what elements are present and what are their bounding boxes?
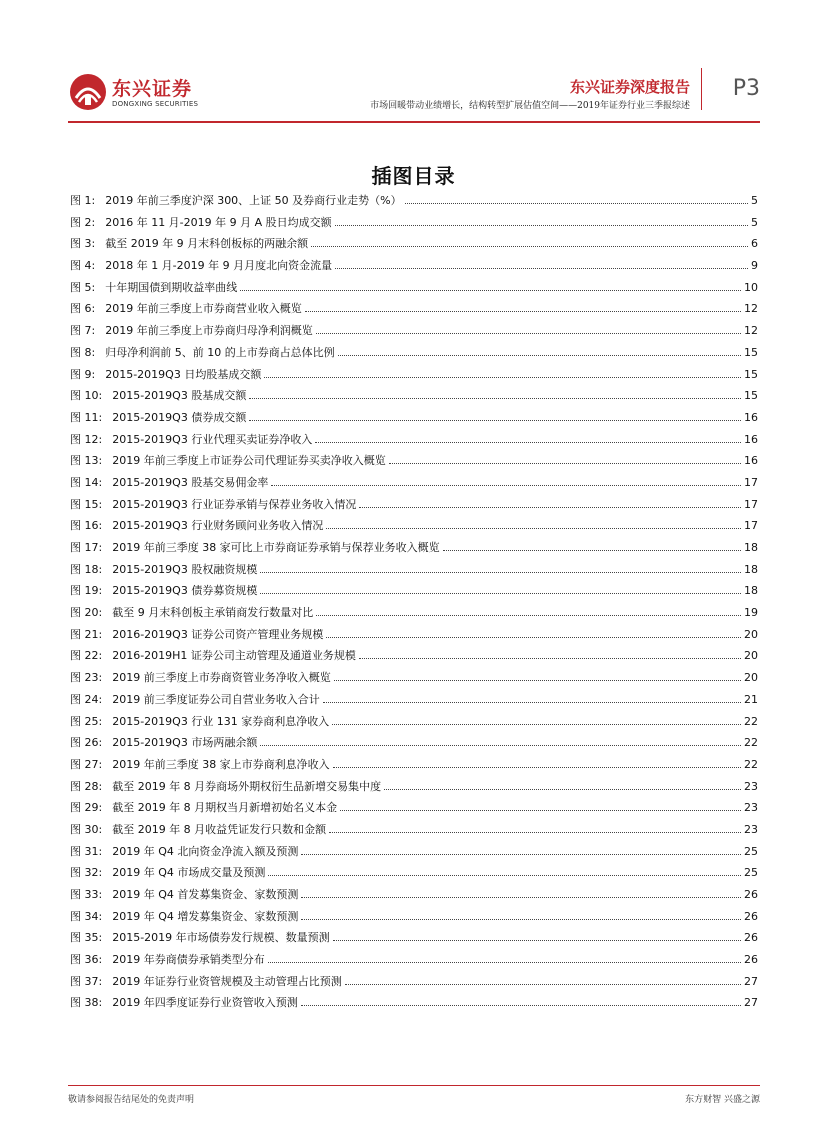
- toc-figure-title: 2019 年前三季度沪深 300、上证 50 及券商行业走势（%）: [105, 194, 402, 207]
- toc-page-number: 20: [744, 671, 758, 685]
- toc-entry[interactable]: [70, 821, 758, 843]
- toc-figure-title: 2019 年前三季度上市券商营业收入概览: [105, 302, 302, 316]
- toc-figure-title: 2015-2019Q3 市场两融余额: [112, 736, 258, 750]
- toc-figure-number: 图 20:: [70, 606, 103, 620]
- toc-figure-title: 2019 年 Q4 市场成交量及预测: [112, 866, 266, 880]
- report-type: 东兴证券深度报告: [569, 78, 690, 96]
- logo-name-en: DONGXING SECURITIES: [112, 100, 199, 108]
- toc-entry[interactable]: [70, 669, 758, 691]
- toc-leader-dots: [301, 1005, 741, 1006]
- toc-figure-number: 图 19:: [70, 584, 103, 598]
- toc-entry[interactable]: [70, 778, 758, 800]
- toc-page-number: 20: [744, 649, 758, 663]
- toc-entry[interactable]: [70, 235, 758, 257]
- toc-figure-number: 图 1:: [70, 194, 96, 207]
- toc-page-number: 19: [744, 606, 758, 620]
- toc-entry[interactable]: [70, 691, 758, 713]
- page-title: 插图目录: [371, 164, 456, 188]
- toc-entry[interactable]: [70, 561, 758, 583]
- toc-page-number: 15: [744, 389, 758, 403]
- toc-figure-number: 图 24:: [70, 692, 103, 706]
- company-logo: [68, 72, 208, 116]
- toc-entry[interactable]: [70, 843, 758, 865]
- toc-entry[interactable]: [70, 604, 758, 626]
- toc-page-number: 26: [744, 953, 758, 967]
- toc-page-number: 26: [744, 909, 758, 923]
- toc-page-number: 18: [744, 584, 758, 598]
- toc-figure-number: 图 4:: [70, 259, 96, 273]
- toc-leader-dots: [316, 333, 741, 334]
- page-header: [68, 64, 760, 120]
- toc-figure-number: 图 31:: [70, 844, 103, 858]
- toc-page-number: 26: [744, 888, 758, 901]
- toc-figure-number: 图 17:: [70, 541, 103, 554]
- toc-entry[interactable]: [70, 994, 758, 1016]
- toc-page-number: 22: [744, 757, 758, 771]
- toc-figure-number: 图 7:: [70, 324, 96, 338]
- toc-figure-number: 图 36:: [70, 953, 103, 967]
- toc-figure-number: 图 32:: [70, 866, 103, 880]
- toc-entry[interactable]: [70, 951, 758, 973]
- toc-page-number: 17: [744, 497, 758, 511]
- toc-figure-number: 图 27:: [70, 757, 103, 771]
- toc-entry[interactable]: [70, 799, 758, 821]
- toc-leader-dots: [264, 377, 741, 378]
- toc-leader-dots: [340, 810, 741, 811]
- toc-figure-title: 2015-2019Q3 股基交易佣金率: [112, 475, 269, 489]
- toc-page-number: 22: [744, 736, 758, 750]
- toc-leader-dots: [260, 745, 741, 746]
- footer-rule: [68, 1085, 760, 1086]
- toc-leader-dots: [249, 398, 741, 399]
- toc-page-number: 16: [744, 454, 758, 468]
- toc-figure-title: 截至 2019 年 9 月末科创板标的两融余额: [105, 237, 309, 251]
- toc-leader-dots: [260, 593, 741, 594]
- toc-entry[interactable]: [70, 452, 758, 474]
- toc-figure-title: 2015-2019Q3 行业代理买卖证券净收入: [112, 432, 313, 446]
- toc-entry[interactable]: [70, 929, 758, 951]
- toc-figure-number: 图 28:: [70, 779, 103, 793]
- toc-entry[interactable]: [70, 409, 758, 431]
- toc-page-number: 17: [744, 475, 758, 489]
- dongxing-logo-icon: [68, 72, 108, 112]
- report-subtitle: 市场回暖带动业绩增长，结构转型扩展估值空间——2019年证券行业三季报综述: [370, 101, 690, 111]
- toc-figure-number: 图 13:: [70, 454, 103, 468]
- toc-figure-title: 截至 9 月末科创板主承销商发行数量对比: [112, 606, 314, 620]
- toc-figure-title: 2018 年 1 月-2019 年 9 月月度北向资金流量: [105, 259, 333, 273]
- toc-entry[interactable]: [70, 192, 758, 214]
- toc-leader-dots: [301, 897, 741, 898]
- toc-page-number: 25: [744, 844, 758, 858]
- toc-figure-number: 图 2:: [70, 215, 96, 229]
- toc-page-number: 15: [744, 345, 758, 359]
- toc-leader-dots: [389, 463, 741, 464]
- toc-leader-dots: [329, 832, 741, 833]
- toc-page-number: 16: [744, 432, 758, 446]
- toc-figure-number: 图 38:: [70, 996, 103, 1010]
- toc-leader-dots: [260, 572, 741, 573]
- toc-figure-title: 2015-2019Q3 日均股基成交额: [105, 367, 262, 381]
- toc-figure-number: 图 29:: [70, 801, 103, 815]
- toc-figure-title: 2019 前三季度上市券商资管业务净收入概览: [112, 671, 331, 685]
- toc-entry[interactable]: [70, 300, 758, 322]
- toc-figure-title: 2015-2019Q3 行业 131 家券商利息净收入: [112, 714, 330, 728]
- toc-entry[interactable]: [70, 713, 758, 735]
- toc-leader-dots: [249, 420, 741, 421]
- toc-leader-dots: [315, 442, 741, 443]
- toc-leader-dots: [268, 875, 741, 876]
- toc-figure-title: 2019 前三季度证券公司自营业务收入合计: [112, 692, 320, 706]
- page-number: P3: [732, 76, 760, 101]
- toc-entry[interactable]: [70, 647, 758, 669]
- toc-figure-title: 归母净利润前 5、前 10 的上市券商占总体比例: [105, 345, 335, 359]
- toc-leader-dots: [240, 290, 741, 291]
- toc-page-number: 27: [744, 974, 758, 988]
- toc-page-number: 18: [744, 541, 758, 554]
- toc-page-number: 12: [744, 302, 758, 316]
- toc-entry[interactable]: [70, 908, 758, 930]
- toc-figure-number: 图 30:: [70, 822, 103, 836]
- toc-page-number: 17: [744, 519, 758, 533]
- toc-entry[interactable]: [70, 626, 758, 648]
- toc-leader-dots: [301, 919, 741, 920]
- toc-page-number: 23: [744, 779, 758, 793]
- toc-entry[interactable]: [70, 279, 758, 301]
- toc-page-number: 5: [751, 194, 758, 207]
- toc-figure-number: 图 22:: [70, 649, 103, 663]
- toc-figure-title: 2019 年前三季度上市证券公司代理证券买卖净收入概览: [112, 454, 386, 468]
- toc-entry[interactable]: [70, 322, 758, 344]
- toc-leader-dots: [323, 702, 741, 703]
- toc-leader-dots: [316, 615, 741, 616]
- toc-page-number: 5: [751, 215, 758, 229]
- toc-page-number: 22: [744, 714, 758, 728]
- toc-figure-number: 图 23:: [70, 671, 103, 685]
- toc-entry[interactable]: [70, 474, 758, 496]
- toc-entry[interactable]: [70, 366, 758, 388]
- toc-leader-dots: [333, 940, 741, 941]
- toc-entry[interactable]: [70, 496, 758, 518]
- toc-figure-title: 2015-2019 年市场债券发行规模、数量预测: [112, 931, 330, 945]
- toc-leader-dots: [326, 637, 741, 638]
- toc-leader-dots: [359, 507, 741, 508]
- toc-figure-title: 十年期国债到期收益率曲线: [105, 280, 238, 294]
- toc-figure-number: 图 33:: [70, 888, 103, 901]
- toc-leader-dots: [335, 268, 748, 269]
- toc-entry[interactable]: [70, 214, 758, 236]
- logo-name-cn: 东兴证券: [112, 78, 193, 100]
- toc-leader-dots: [334, 680, 741, 681]
- toc-leader-dots: [359, 658, 741, 659]
- toc-page-number: 23: [744, 801, 758, 815]
- toc-figure-title: 2019 年 Q4 首发募集资金、家数预测: [112, 888, 299, 901]
- toc-entry[interactable]: [70, 756, 758, 778]
- toc-page-number: 26: [744, 931, 758, 945]
- toc-figure-number: 图 16:: [70, 519, 103, 533]
- toc-figure-title: 2019 年券商债券承销类型分布: [112, 953, 265, 967]
- toc-figure-number: 图 34:: [70, 909, 103, 923]
- toc-page-number: 27: [744, 996, 758, 1010]
- toc-leader-dots: [405, 203, 748, 204]
- toc-entry[interactable]: [70, 539, 758, 561]
- toc-figure-number: 图 12:: [70, 432, 103, 446]
- toc-figure-title: 2016-2019Q3 证券公司资产管理业务规模: [112, 627, 324, 641]
- toc-figure-title: 2015-2019Q3 债券募资规模: [112, 584, 258, 598]
- toc-figure-number: 图 14:: [70, 475, 103, 489]
- toc-figure-title: 2016-2019H1 证券公司主动管理及通道业务规模: [112, 649, 356, 663]
- toc-figure-title: 2019 年证券行业资管规模及主动管理占比预测: [112, 974, 342, 988]
- toc-figure-number: 图 37:: [70, 974, 103, 988]
- toc-leader-dots: [305, 311, 741, 312]
- toc-figure-number: 图 25:: [70, 714, 103, 728]
- toc-figure-number: 图 10:: [70, 389, 103, 403]
- toc-figure-title: 2019 年四季度证券行业资管收入预测: [112, 996, 298, 1010]
- toc-figure-title: 2015-2019Q3 行业财务顾问业务收入情况: [112, 519, 324, 533]
- toc-entry[interactable]: [70, 387, 758, 409]
- toc-figure-title: 2019 年前三季度上市券商归母净利润概览: [105, 324, 313, 338]
- footer-slogan: 东方财智 兴盛之源: [685, 1095, 760, 1105]
- toc-entry[interactable]: [70, 257, 758, 279]
- toc-page-number: 16: [744, 410, 758, 424]
- header-divider: [701, 68, 703, 110]
- toc-leader-dots: [333, 767, 741, 768]
- toc-entry[interactable]: [70, 517, 758, 539]
- toc-figure-number: 图 6:: [70, 302, 96, 316]
- toc-figure-title: 2016 年 11 月-2019 年 9 月 A 股日均成交额: [105, 215, 332, 229]
- toc-entry[interactable]: [70, 582, 758, 604]
- toc-figure-number: 图 9:: [70, 367, 96, 381]
- toc-figure-number: 图 8:: [70, 345, 96, 359]
- toc-figure-title: 截至 2019 年 8 月券商场外期权衍生品新增交易集中度: [112, 779, 382, 793]
- toc-page-number: 21: [744, 692, 758, 706]
- header-rule: [68, 121, 760, 123]
- figure-toc: [70, 192, 758, 1016]
- toc-page-number: 6: [751, 237, 758, 251]
- toc-figure-number: 图 26:: [70, 736, 103, 750]
- toc-entry[interactable]: [70, 973, 758, 995]
- toc-leader-dots: [271, 485, 741, 486]
- footer-disclaimer: 敬请参阅报告结尾处的免责声明: [68, 1095, 195, 1105]
- toc-page-number: 23: [744, 822, 758, 836]
- toc-page-number: 12: [744, 324, 758, 338]
- toc-figure-title: 2019 年 Q4 增发募集资金、家数预测: [112, 909, 299, 923]
- toc-figure-number: 图 18:: [70, 562, 103, 576]
- toc-leader-dots: [332, 724, 741, 725]
- toc-page-number: 18: [744, 562, 758, 576]
- toc-leader-dots: [345, 984, 741, 985]
- toc-figure-title: 2015-2019Q3 债券成交额: [112, 410, 247, 424]
- toc-entry[interactable]: [70, 734, 758, 756]
- toc-figure-title: 2019 年 Q4 北向资金净流入额及预测: [112, 844, 299, 858]
- toc-figure-title: 2019 年前三季度 38 家上市券商利息净收入: [112, 757, 330, 771]
- toc-leader-dots: [384, 789, 741, 790]
- toc-figure-number: 图 3:: [70, 237, 96, 251]
- toc-figure-number: 图 11:: [70, 410, 103, 424]
- toc-leader-dots: [268, 962, 741, 963]
- toc-entry[interactable]: [70, 864, 758, 886]
- toc-figure-title: 2015-2019Q3 行业证券承销与保荐业务收入情况: [112, 497, 357, 511]
- toc-figure-title: 截至 2019 年 8 月收益凭证发行只数和金额: [112, 822, 327, 836]
- toc-leader-dots: [311, 246, 748, 247]
- toc-figure-number: 图 21:: [70, 627, 103, 641]
- toc-entry[interactable]: [70, 431, 758, 453]
- toc-page-number: 25: [744, 866, 758, 880]
- toc-page-number: 20: [744, 627, 758, 641]
- toc-figure-number: 图 5:: [70, 280, 96, 294]
- toc-figure-title: 2015-2019Q3 股权融资规模: [112, 562, 258, 576]
- toc-leader-dots: [301, 854, 741, 855]
- toc-figure-title: 2015-2019Q3 股基成交额: [112, 389, 247, 403]
- toc-leader-dots: [338, 355, 741, 356]
- toc-figure-number: 图 15:: [70, 497, 103, 511]
- toc-page-number: 10: [744, 280, 758, 294]
- toc-figure-title: 2019 年前三季度 38 家可比上市券商证券承销与保荐业务收入概览: [112, 541, 440, 554]
- toc-leader-dots: [326, 528, 741, 529]
- toc-figure-number: 图 35:: [70, 931, 103, 945]
- toc-page-number: 15: [744, 367, 758, 381]
- toc-entry[interactable]: [70, 344, 758, 366]
- toc-leader-dots: [443, 550, 741, 551]
- toc-figure-title: 截至 2019 年 8 月期权当月新增初始名义本金: [112, 801, 338, 815]
- toc-entry[interactable]: [70, 886, 758, 908]
- toc-page-number: 9: [751, 259, 758, 273]
- toc-leader-dots: [335, 225, 748, 226]
